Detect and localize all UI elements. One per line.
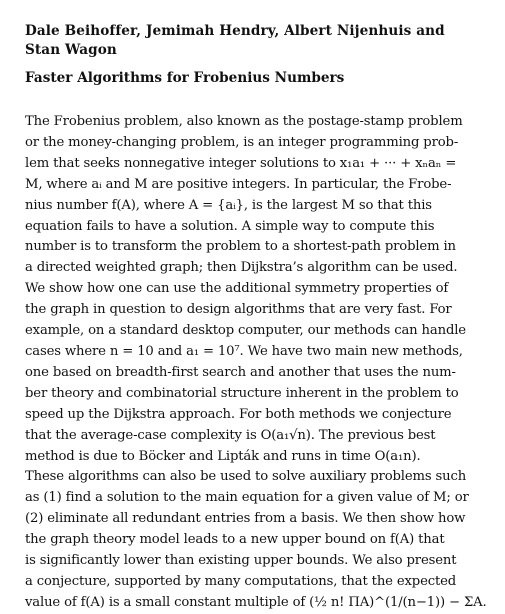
authors-line-1: Dale Beihoffer, Jemimah Hendry, Albert Nijenhuis and	[25, 23, 445, 39]
abstract-line: a conjecture, supported by many computations, that the expected	[25, 573, 457, 589]
abstract-line: M, where aᵢ and M are positive integers. In particular, the Frobe-	[25, 176, 452, 192]
abstract-line: the graph theory model leads to a new upper bound on f(A) that	[25, 532, 445, 548]
abstract-line: value of f(A) is a small constant multiple of (½ n! ΠA)^(1/(n−1)) − ΣA.	[25, 594, 487, 610]
abstract-body	[25, 112, 487, 614]
abstract-line: The Frobenius problem, also known as the postage-stamp problem	[25, 114, 463, 129]
authors-line-2: Stan Wagon	[25, 42, 117, 58]
abstract-line: method is due to Böcker and Lipták and runs in time O(a₁n).	[25, 448, 421, 464]
abstract-line: number is to transform the problem to a shortest-path problem in	[25, 239, 456, 255]
abstract-line: that the average-case complexity is O(a₁√n). The previous best	[25, 427, 436, 443]
abstract-line: or the money-changing problem, is an integer programming prob-	[25, 134, 459, 150]
abstract-line: ber theory and combinatorial structure inherent in the problem to	[25, 385, 459, 401]
abstract-line: These algorithms can also be used to solve auxiliary problems such	[25, 469, 467, 485]
abstract-line: nius number f(A), where A = {aᵢ}, is the largest M so that this	[25, 197, 432, 213]
author-list	[25, 22, 485, 60]
abstract-line: example, on a standard desktop computer, our methods can handle	[25, 323, 466, 339]
abstract-line: We show how one can use the additional symmetry properties of	[25, 281, 449, 297]
abstract-line: lem that seeks nonnegative integer solutions to x₁a₁ + ··· + xₙaₙ =	[25, 155, 457, 171]
abstract-line: speed up the Dijkstra approach. For both methods we conjecture	[25, 406, 452, 422]
abstract-line: cases where n = 10 and a₁ = 10⁷. We have two main new methods,	[25, 343, 463, 359]
abstract-line: as (1) find a solution to the main equation for a given value of M; or	[25, 490, 469, 506]
abstract-line: (2) eliminate all redundant entries from a basis. We then show how	[25, 511, 466, 527]
abstract-line: is significantly lower than existing upper bounds. We also present	[25, 553, 457, 569]
abstract-line: a directed weighted graph; then Dijkstra’s algorithm can be used.	[25, 260, 458, 276]
abstract-line: one based on breadth-first search and another that uses the num-	[25, 364, 456, 380]
abstract-line: equation fails to have a solution. A simple way to compute this	[25, 218, 435, 234]
abstract-line: the graph in question to design algorithms that are very fast. For	[25, 302, 452, 318]
paper-title: Faster Algorithms for Frobenius Numbers	[25, 70, 345, 86]
